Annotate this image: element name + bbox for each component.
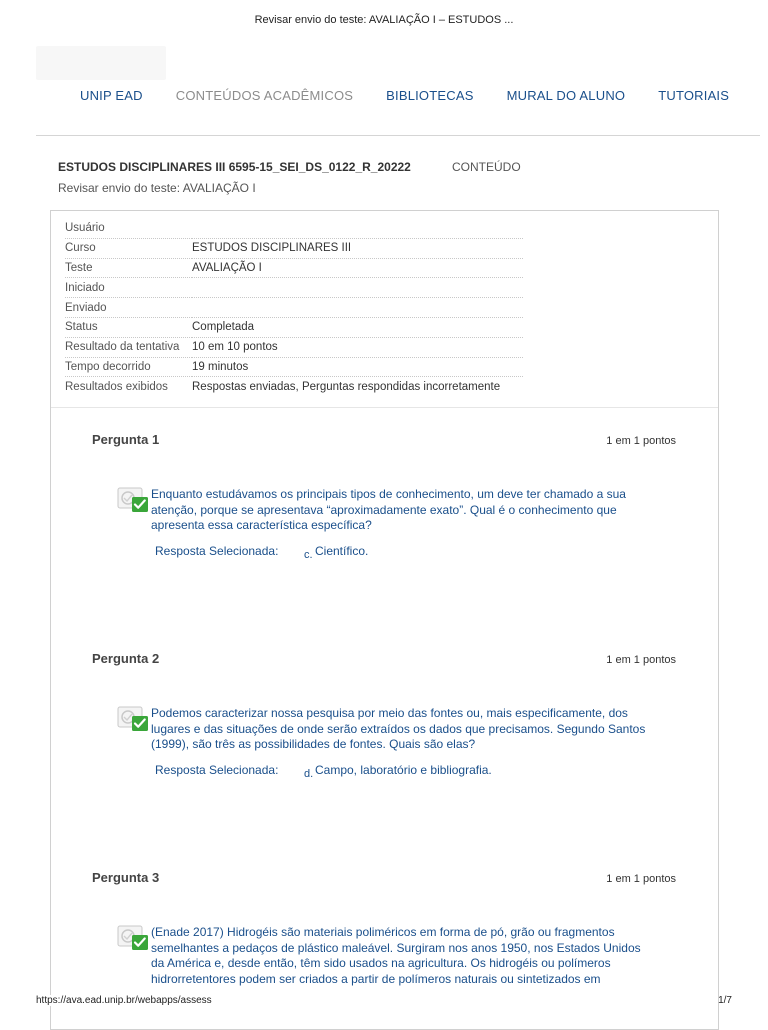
info-row-tempo	[65, 357, 523, 377]
selected-answer-letter: c.	[304, 549, 313, 561]
info-row-status	[65, 317, 523, 337]
selected-answer-letter: d.	[304, 768, 314, 780]
info-row-curso	[65, 238, 523, 258]
question-points: 1 em 1 pontos	[606, 654, 676, 666]
nav-divider	[36, 135, 760, 136]
print-footer-url: https://ava.ead.unip.br/webapps/assess	[36, 995, 212, 1006]
attempt-info	[51, 211, 718, 408]
question-points: 1 em 1 pontos	[606, 873, 676, 885]
info-label: Resultado da tentativa	[65, 337, 192, 357]
info-value: 19 minutos	[192, 357, 523, 377]
correct-checkmark-icon	[117, 706, 150, 734]
info-value: Respostas enviadas, Perguntas respondidas incorretamente	[192, 380, 501, 393]
question-title: Pergunta 3	[92, 870, 160, 885]
info-row-usuario	[65, 219, 523, 238]
info-label: Resultados exibidos	[65, 380, 168, 393]
info-row-enviado	[65, 298, 523, 318]
correct-checkmark-icon	[117, 925, 150, 953]
info-value	[192, 278, 523, 298]
info-value: 10 em 10 pontos	[192, 337, 523, 357]
selected-answer-label: Resposta Selecionada:	[155, 763, 279, 777]
question-text: Podemos caracterizar nossa pesquisa por meio das fontes ou, mais especificamente, dos lugares e das situações de onde serão extraídos os dados que precisamos. Segundo Santos (1999), são três as possibilidades de fontes. Quais são elas?	[151, 706, 646, 752]
question-2	[51, 651, 718, 861]
page-title: Revisar envio do teste: AVALIAÇÃO I	[58, 181, 256, 195]
info-label: Tempo decorrido	[65, 357, 192, 377]
attempt-info-table	[65, 219, 523, 396]
question-text: Enquanto estudávamos os principais tipos de conhecimento, um deve ter chamado a sua atenção, porque se apresentava “aproximadamente exato”. Qual é o conhecimento que apresenta essa característica específica?	[151, 487, 626, 533]
info-label: Enviado	[65, 298, 192, 318]
correct-checkmark-icon	[117, 487, 150, 515]
nav-bibliotecas[interactable]: BIBLIOTECAS	[386, 88, 474, 103]
review-panel	[50, 210, 719, 1030]
info-row-teste	[65, 258, 523, 278]
question-title: Pergunta 2	[92, 651, 160, 666]
question-text: (Enade 2017) Hidrogéis são materiais poliméricos em forma de pó, grão ou fragmentos semelhantes a pedaços de plástico maleável. Surgiram nos anos 1950, nos Estados Unidos da América e, desde então, têm sido usados na agricultura. Os hidrogéis ou polímeros hidrorretentores podem ser criados a partir de polímeros naturais ou sintetizados em	[151, 925, 641, 987]
print-header-title: Revisar envio do teste: AVALIAÇÃO I – ESTUDOS ...	[254, 14, 514, 26]
nav-tutoriais[interactable]: TUTORIAIS	[658, 88, 730, 103]
info-value	[192, 219, 523, 238]
nav-unip-ead[interactable]: UNIP EAD	[80, 88, 143, 103]
breadcrumb-section[interactable]: CONTEÚDO	[452, 160, 521, 174]
info-label: Iniciado	[65, 278, 192, 298]
info-row-resultado	[65, 337, 523, 357]
question-points: 1 em 1 pontos	[606, 435, 676, 447]
selected-answer-text: Científico.	[315, 544, 369, 558]
info-label: Curso	[65, 238, 192, 258]
breadcrumb-course[interactable]: ESTUDOS DISCIPLINARES III 6595-15_SEI_DS_0122_R_20222	[58, 160, 411, 174]
info-label: Teste	[65, 258, 192, 278]
info-value: Completada	[192, 317, 523, 337]
print-footer	[36, 995, 732, 1009]
info-value: ESTUDOS DISCIPLINARES III	[192, 238, 523, 258]
print-footer-page-number: 1/7	[718, 995, 732, 1006]
info-label: Status	[65, 317, 192, 337]
info-value: AVALIAÇÃO I	[192, 258, 523, 278]
top-navigation	[80, 88, 728, 103]
info-row-iniciado	[65, 278, 523, 298]
site-logo[interactable]	[36, 46, 166, 80]
info-row-resultados-exibidos	[65, 377, 523, 396]
selected-answer-text: Campo, laboratório e bibliografia.	[315, 763, 492, 777]
info-value	[192, 298, 523, 318]
question-title: Pergunta 1	[92, 432, 160, 447]
question-1	[51, 432, 718, 642]
selected-answer-label: Resposta Selecionada:	[155, 544, 279, 558]
nav-conteudos-academicos[interactable]: CONTEÚDOS ACADÊMICOS	[175, 88, 354, 103]
info-label: Usuário	[65, 219, 192, 238]
nav-mural-do-aluno[interactable]: MURAL DO ALUNO	[506, 88, 626, 103]
